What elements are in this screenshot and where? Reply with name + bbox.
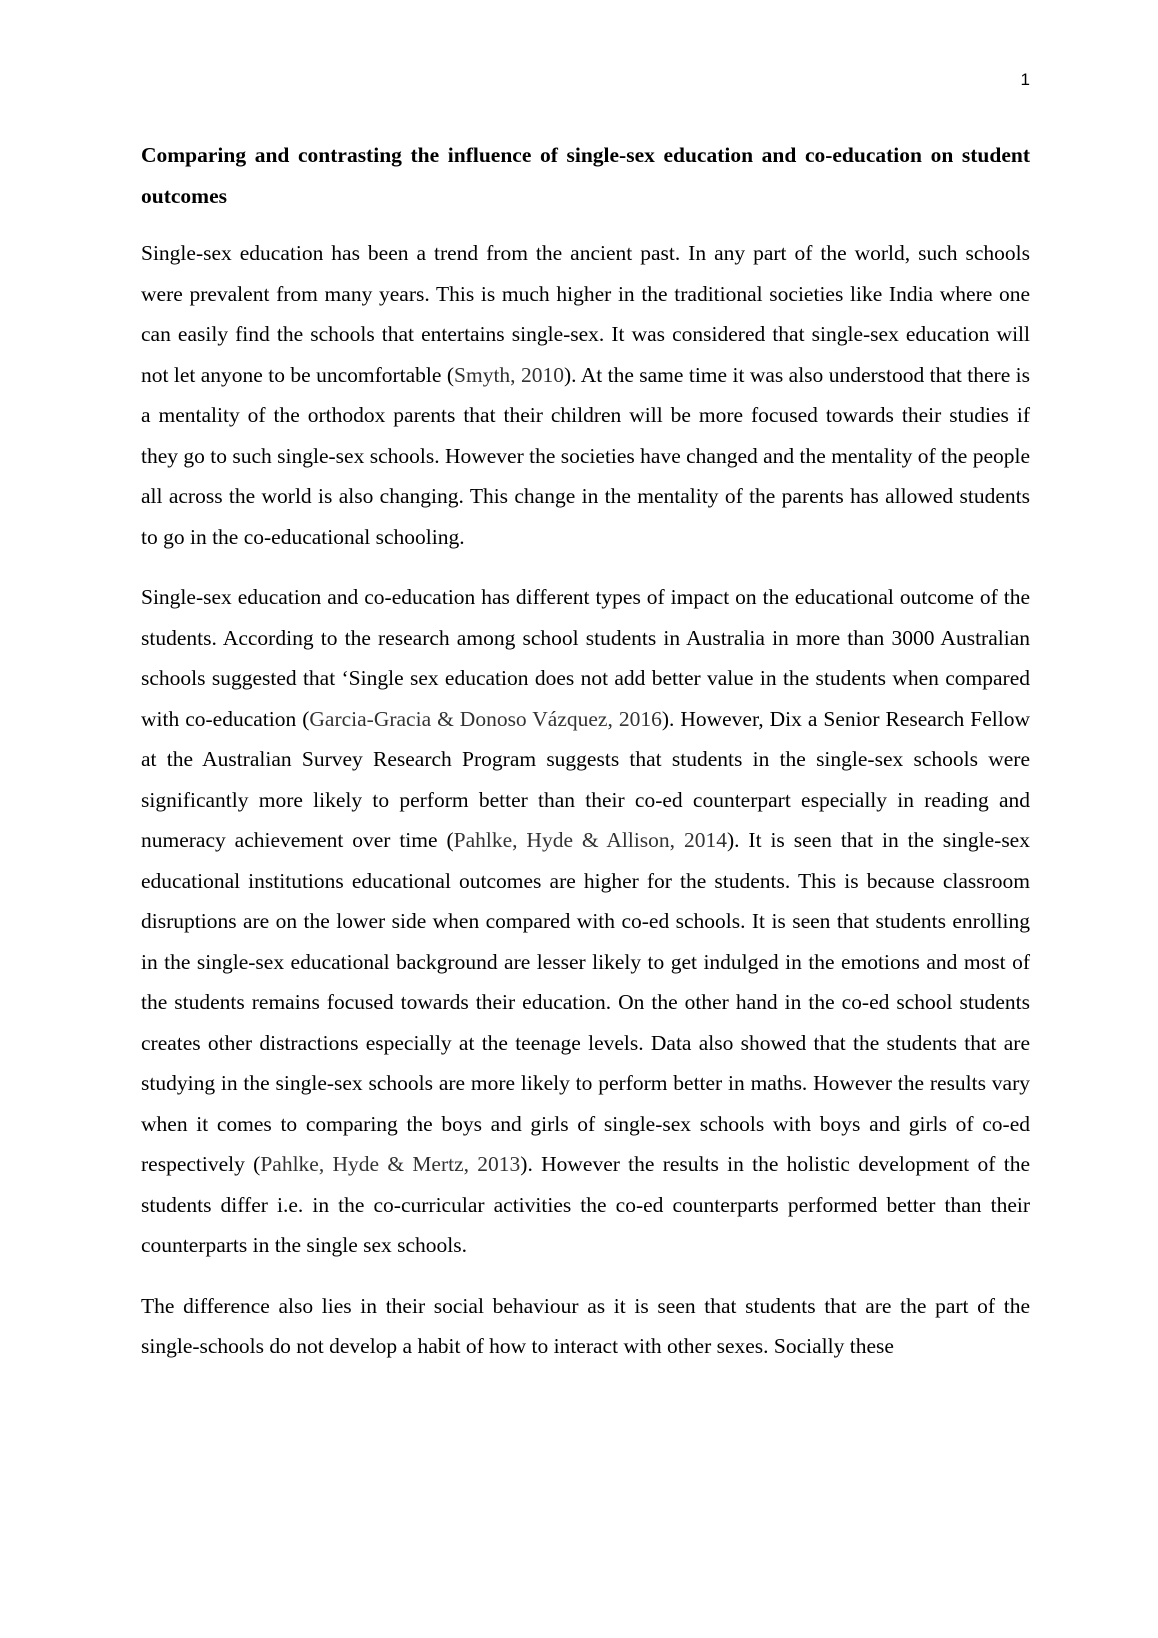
document-title: Comparing and contrasting the influence of single-sex education and co-education on student outcomes (141, 143, 1030, 208)
document-body (141, 135, 1030, 1367)
citation-garcia-gracia-2016: Garcia-Gracia & Donoso Vázquez, 2016 (309, 706, 662, 731)
citation-pahlke-2013: Pahlke, Hyde & Mertz, 2013 (260, 1152, 521, 1176)
paragraph-2 (141, 577, 1030, 1266)
paragraph-3 (141, 1286, 1030, 1367)
paragraph-text: Single-sex education and co-education has different types of impact on the educational outcome of the students. According to the research among school students in Australia in more than 3000 Australian schools suggested that ‘Single sex education does not add better value in the students when compared with co-education ( (141, 585, 1030, 731)
page-number: 1 (1020, 70, 1030, 89)
paragraph-text: Single-sex education has been a trend from the ancient past. In any part of the world, such schools were prevalent from many years. This is much higher in the traditional societies like India where one can easily find the schools that entertains single-sex. It was considered that single-sex education will not let anyone to be uncomfortable ( (141, 241, 1030, 387)
citation-pahlke-2014: Pahlke, Hyde & Allison, 2014 (453, 828, 727, 852)
paragraph-text: ). It is seen that in the single-sex educational institutions educational outcomes are higher for the students. This is because classroom disruptions are on the lower side when compared with co-ed schools. It is seen that students enrolling in the single-sex educational background are lesser likely to get indulged in the emotions and most of the students remains focused towards their education. On the other hand in the co-ed school students creates other distractions especially at the teenage levels. Data also showed that the students that are studying in the single-sex schools are more likely to perform better in maths. However the results vary when it comes to comparing the boys and girls of single-sex schools with boys and girls of co-ed respectively ( (141, 828, 1030, 1176)
paragraph-text: ). However the results in the holistic development of the students differ i.e. in the co-curricular activities the co-ed counterparts performed better than their counterparts in the single sex schools. (141, 1152, 1030, 1257)
paragraph-text: ). At the same time it was also understood that there is a mentality of the orthodox parents that their children will be more focused towards their studies if they go to such single-sex schools. However the societies have changed and the mentality of the people all across the world is also changing. This change in the mentality of the parents has allowed students to go in the co-educational schooling. (141, 362, 1031, 549)
paragraph-text: ). However, Dix a Senior Research Fellow at the Australian Survey Research Program suggests that students in the single-sex schools were significantly more likely to perform better than their co-ed counterpart especially in reading and numeracy achievement over time ( (141, 706, 1030, 852)
citation-smyth-2010: Smyth, 2010 (454, 362, 564, 387)
paragraph-text: The difference also lies in their social behaviour as it is seen that students that are the part of the single-schools do not develop a habit of how to interact with other sexes. Socially these (141, 1293, 1030, 1358)
paragraph-1 (141, 233, 1030, 557)
